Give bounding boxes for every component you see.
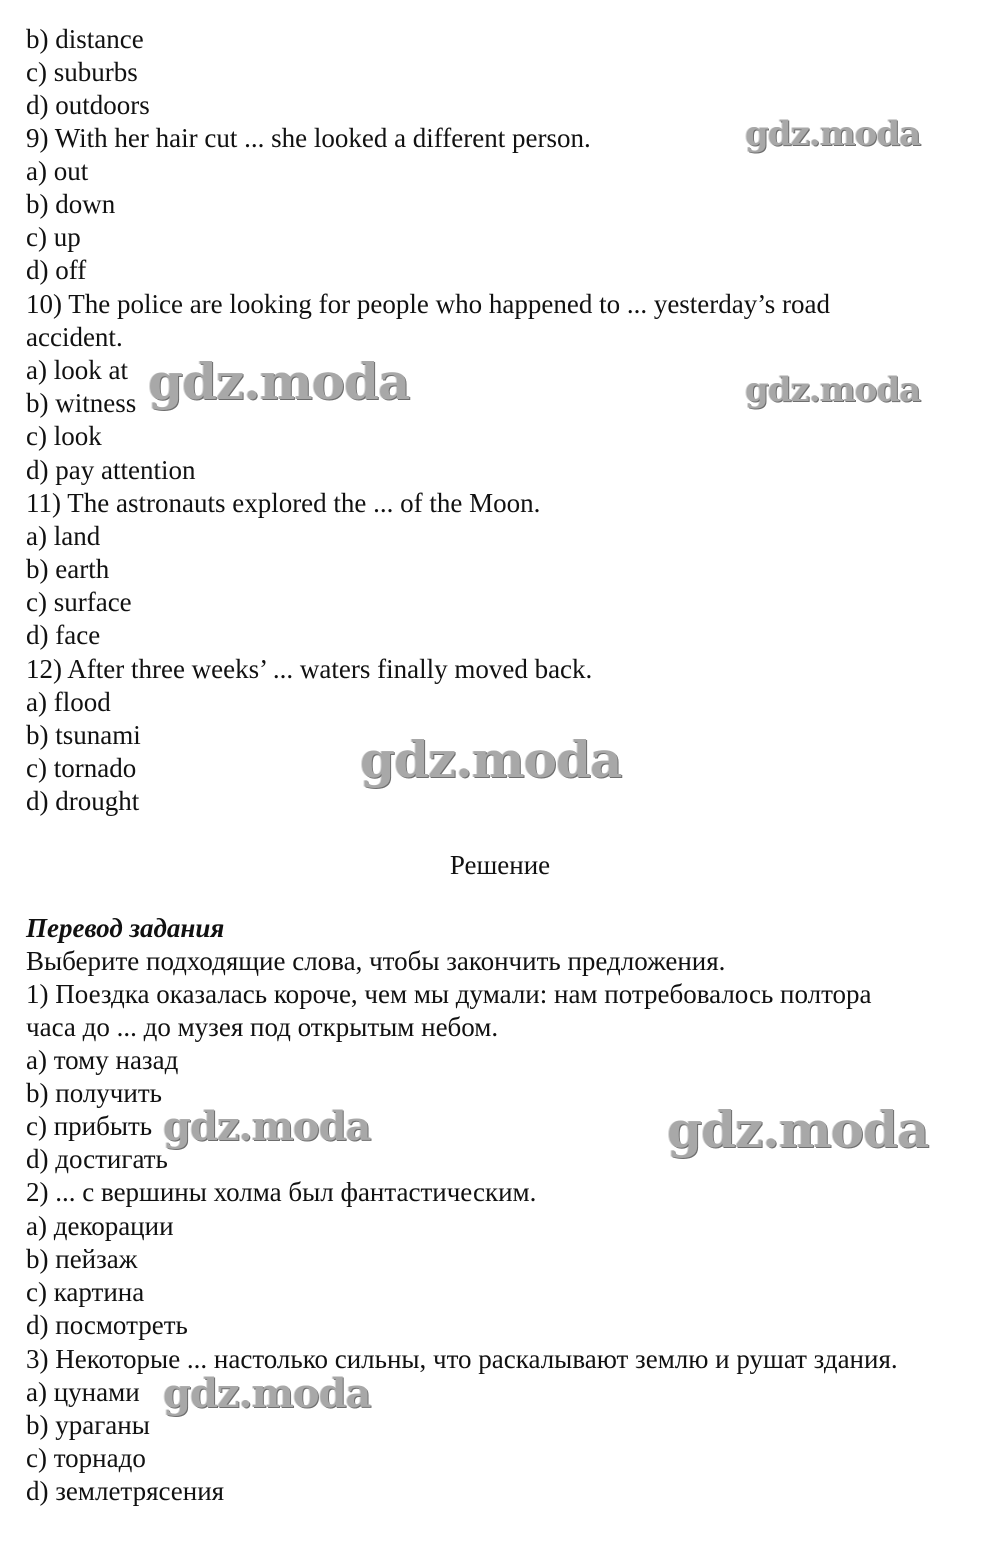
option-line: c) look — [26, 421, 102, 451]
option-line: a) out — [26, 156, 89, 186]
watermark-logo: gdz.moda — [163, 1370, 371, 1417]
option-line: c) up — [26, 222, 81, 252]
translation-option-line: b) получить — [26, 1078, 162, 1108]
translation-option-line: a) тому назад — [26, 1045, 179, 1075]
option-line: d) drought — [26, 786, 140, 816]
question-line: 11) The astronauts explored the ... of the Moon. — [26, 488, 541, 518]
translation-option-line: d) землетрясения — [26, 1476, 225, 1506]
option-line: c) suburbs — [26, 57, 138, 87]
option-line: b) earth — [26, 554, 110, 584]
question-line-continued: accident. — [26, 322, 123, 352]
option-line: b) down — [26, 189, 116, 219]
option-line: a) flood — [26, 687, 111, 717]
option-line: b) distance — [26, 24, 144, 54]
translation-option-line: d) посмотреть — [26, 1310, 188, 1340]
translation-option-line: c) картина — [26, 1277, 145, 1307]
option-line: d) face — [26, 620, 101, 650]
translation-question-line: 2) ... с вершины холма был фантастическим. — [26, 1177, 537, 1207]
watermark-logo: gdz.moda — [667, 1100, 929, 1159]
option-line: c) tornado — [26, 753, 137, 783]
translation-question-line: 1) Поездка оказалась короче, чем мы думали: нам потребовалось полтора — [26, 979, 872, 1009]
translation-instruction: Выберите подходящие слова, чтобы закончить предложения. — [26, 946, 726, 976]
option-line: b) witness — [26, 388, 137, 418]
translation-option-line: b) ураганы — [26, 1410, 150, 1440]
watermark-logo: gdz.moda — [745, 114, 921, 154]
option-line: c) surface — [26, 587, 132, 617]
translation-heading: Перевод задания — [26, 913, 225, 943]
option-line: a) look at — [26, 355, 128, 385]
question-line: 10) The police are looking for people who happened to ... yesterday’s road — [26, 289, 831, 319]
translation-option-line: c) прибыть — [26, 1111, 153, 1141]
option-line: a) land — [26, 521, 101, 551]
question-line: 12) After three weeks’ ... waters finally moved back. — [26, 654, 593, 684]
option-line: b) tsunami — [26, 720, 141, 750]
translation-question-line: 3) Некоторые ... настолько сильны, что раскалывают землю и рушат здания. — [26, 1344, 898, 1374]
translation-option-line: a) декорации — [26, 1211, 174, 1241]
option-line: d) pay attention — [26, 455, 196, 485]
option-line: d) outdoors — [26, 90, 150, 120]
translation-option-line: a) цунами — [26, 1377, 140, 1407]
solution-title: Решение — [449, 850, 551, 880]
watermark-logo: gdz.moda — [148, 352, 410, 411]
translation-option-line: d) достигать — [26, 1144, 168, 1174]
translation-option-line: c) торнадо — [26, 1443, 146, 1473]
translation-question-line: часа до ... до музея под открытым небом. — [26, 1012, 499, 1042]
watermark-logo: gdz.moda — [745, 370, 921, 410]
option-line: d) off — [26, 255, 87, 285]
watermark-logo: gdz.moda — [163, 1103, 371, 1150]
translation-option-line: b) пейзаж — [26, 1244, 138, 1274]
question-line: 9) With her hair cut ... she looked a different person. — [26, 123, 591, 153]
watermark-logo: gdz.moda — [360, 730, 622, 789]
